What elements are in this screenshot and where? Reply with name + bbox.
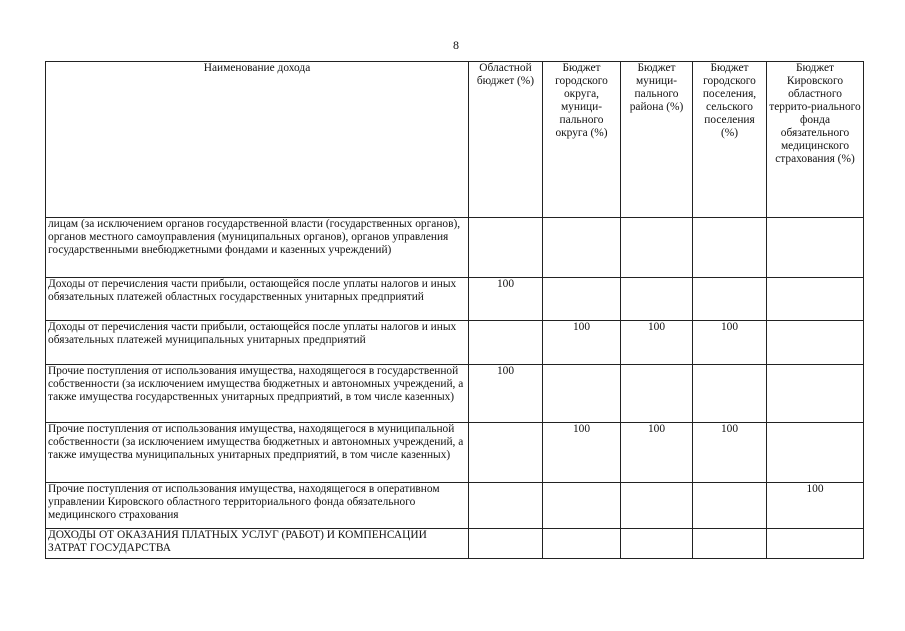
table-row — [46, 218, 864, 278]
municipal-district-value: 100 — [621, 423, 693, 483]
settlement-value — [693, 278, 767, 321]
table-row — [46, 423, 864, 483]
header-settlement-budget: Бюджет городского поселения, сельского поселения (%) — [693, 62, 767, 218]
table-row — [46, 321, 864, 365]
table-row — [46, 483, 864, 529]
revenue-name: Прочие поступления от использования имущества, находящегося в муниципальной собственности (за исключением имущества бюджетных и автономных учреждений, а также имущества муниципальных унитарных предприятий, в том числе казенных) — [46, 423, 469, 483]
table-row — [46, 278, 864, 321]
medical-fund-value — [767, 218, 864, 278]
table-header-row — [46, 62, 864, 218]
city-district-value: 100 — [543, 321, 621, 365]
city-district-value — [543, 278, 621, 321]
regional-value: 100 — [469, 278, 543, 321]
city-district-value — [543, 529, 621, 559]
settlement-value — [693, 483, 767, 529]
medical-fund-value: 100 — [767, 483, 864, 529]
revenue-name: Прочие поступления от использования имущества, находящегося в оперативном управлении Кировского областного территориального фонда обязательного медицинского страхования — [46, 483, 469, 529]
page-number: 8 — [453, 38, 459, 52]
city-district-value — [543, 218, 621, 278]
revenue-name: Доходы от перечисления части прибыли, остающейся после уплаты налогов и иных обязательных платежей муниципальных унитарных предприятий — [46, 321, 469, 365]
revenue-name: Доходы от перечисления части прибыли, остающейся после уплаты налогов и иных обязательных платежей областных государственных унитарных предприятий — [46, 278, 469, 321]
revenue-section-heading: ДОХОДЫ ОТ ОКАЗАНИЯ ПЛАТНЫХ УСЛУГ (РАБОТ) И КОМПЕНСАЦИИ ЗАТРАТ ГОСУДАРСТВА — [46, 529, 469, 559]
city-district-value: 100 — [543, 423, 621, 483]
regional-value — [469, 483, 543, 529]
regional-value — [469, 321, 543, 365]
settlement-value: 100 — [693, 423, 767, 483]
municipal-district-value — [621, 529, 693, 559]
settlement-value — [693, 529, 767, 559]
medical-fund-value — [767, 529, 864, 559]
revenue-name: Прочие поступления от использования имущества, находящегося в государственной собственности (за исключением имущества бюджетных и автономных учреждений, а также имущества государственных унитарных предприятий, в том числе казенных) — [46, 365, 469, 423]
revenue-name: лицам (за исключением органов государственной власти (государственных органов), органов местного самоуправления (муниципальных органов), органов управления государственными внебюджетными фондами и казенных учреждений) — [46, 218, 469, 278]
medical-fund-value — [767, 365, 864, 423]
revenue-distribution-table — [45, 61, 864, 559]
regional-value — [469, 529, 543, 559]
table-row — [46, 365, 864, 423]
municipal-district-value: 100 — [621, 321, 693, 365]
medical-fund-value — [767, 423, 864, 483]
municipal-district-value — [621, 365, 693, 423]
municipal-district-value — [621, 483, 693, 529]
regional-value — [469, 218, 543, 278]
municipal-district-value — [621, 218, 693, 278]
medical-fund-value — [767, 278, 864, 321]
header-city-district-budget: Бюджет городского округа, муници-пального округа (%) — [543, 62, 621, 218]
settlement-value: 100 — [693, 321, 767, 365]
settlement-value — [693, 218, 767, 278]
regional-value — [469, 423, 543, 483]
city-district-value — [543, 483, 621, 529]
header-regional-budget: Областной бюджет (%) — [469, 62, 543, 218]
settlement-value — [693, 365, 767, 423]
city-district-value — [543, 365, 621, 423]
regional-value: 100 — [469, 365, 543, 423]
header-name: Наименование дохода — [46, 62, 469, 218]
header-municipal-district-budget: Бюджет муници-пального района (%) — [621, 62, 693, 218]
table-row — [46, 529, 864, 559]
medical-fund-value — [767, 321, 864, 365]
municipal-district-value — [621, 278, 693, 321]
header-medical-fund-budget: Бюджет Кировского областного террито-риального фонда обязательного медицинского страхования (%) — [767, 62, 864, 218]
